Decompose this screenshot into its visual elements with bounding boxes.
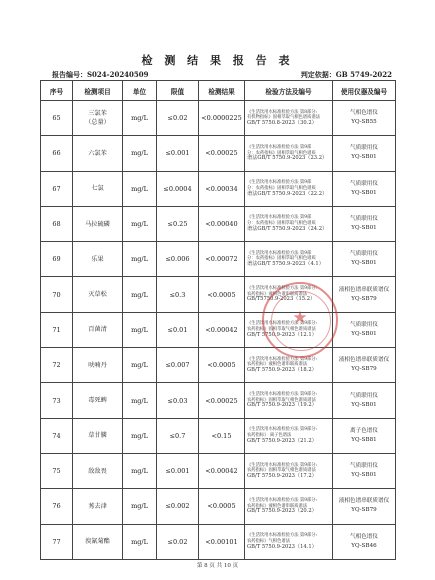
cell-item (73, 136, 123, 171)
table-row (41, 312, 396, 347)
cell-unit: mg/L (123, 348, 157, 383)
cell-instrument (333, 383, 396, 418)
table-header-row (41, 81, 396, 101)
inst-line: 气质联用仪 (350, 145, 378, 152)
cell-instrument (333, 277, 396, 312)
method-line: 《生活饮用水标准检验方法 第9部 (247, 180, 312, 186)
method-line: 农药指标》固相萃取气相色谱质谱法 (247, 397, 316, 403)
cell-unit: mg/L (123, 383, 157, 418)
cell-result: <0.00042 (199, 453, 245, 488)
table-row (41, 277, 396, 312)
inst-line: 液相色谱串联质谱仪 (338, 357, 390, 364)
cell-result: <0.00072 (199, 242, 245, 277)
item-line: （总量） (85, 119, 110, 127)
cell-no: 66 (41, 136, 73, 171)
cell-instrument (333, 418, 396, 453)
table-row (41, 242, 396, 277)
cell-limit: ≤0.007 (157, 348, 199, 383)
item-line: 莠去津 (88, 502, 107, 510)
cell-method (245, 524, 333, 559)
cell-no: 72 (41, 348, 73, 383)
inst-line: YQ-SB55 (351, 119, 377, 126)
cell-result: <0.00042 (199, 312, 245, 347)
cell-method (245, 348, 333, 383)
cell-no: 74 (41, 418, 73, 453)
cell-result: <0.00034 (199, 171, 245, 206)
method-line: 《生活饮用水标准检验方法 第8部分: (247, 109, 317, 115)
cell-instrument (333, 101, 396, 136)
cell-instrument (333, 312, 396, 347)
method-line: 农药指标》液相色谱串联质谱法 (247, 362, 308, 368)
cell-item (73, 524, 123, 559)
inst-line: 气相色谱仪 (350, 110, 378, 117)
col-header-method: 检验方法及编号 (245, 81, 333, 101)
inst-line: YQ-SB01 (351, 225, 377, 232)
cell-item (73, 312, 123, 347)
page-footer: 第 8 页 共 10 页 (196, 563, 239, 569)
cell-unit: mg/L (123, 171, 157, 206)
inst-line: 气质联用仪 (350, 251, 378, 258)
inst-line: 气质联用仪 (350, 392, 378, 399)
inst-line: 液相色谱串联质谱仪 (338, 286, 390, 293)
method-line: 《生活饮用水标准检验方法 第9部分: (247, 356, 317, 362)
item-line: 毒死蜱 (88, 397, 107, 405)
cell-limit: ≤0.03 (157, 383, 199, 418)
cell-method (245, 101, 333, 136)
col-header-unit: 单位 (123, 81, 157, 101)
inst-line: YQ-SB01 (351, 401, 377, 408)
method-line: 分：农药指标》固相萃取气相色谱质 (247, 256, 316, 262)
method-line: GB/T5750.9-2023（15.2） (247, 296, 316, 303)
table-row (41, 136, 396, 171)
item-line: 灭草松 (88, 291, 107, 299)
cell-instrument (333, 348, 396, 383)
item-line: 溴氰菊酯 (85, 538, 110, 546)
inst-line: 液相色谱串联质谱仪 (338, 498, 390, 505)
inst-line: 气质联用仪 (350, 180, 378, 187)
cell-unit: mg/L (123, 277, 157, 312)
method-line: 农药指标》固相萃取气相色谱质谱法 (247, 468, 316, 474)
inst-line: 气质联用仪 (350, 321, 378, 328)
method-line: GB/T 5750.9-2023（21.2） (247, 437, 317, 444)
method-line: 《生活饮用水标准检验方法 第9部分: (247, 321, 317, 327)
cell-instrument (333, 453, 396, 488)
method-line: 农药指标》气相色谱法 (247, 538, 290, 544)
cell-method (245, 418, 333, 453)
cell-limit: ≤0.006 (157, 242, 199, 277)
inst-line: YQ-SB01 (351, 154, 377, 161)
cell-method (245, 136, 333, 171)
inst-line: YQ-SB79 (351, 366, 377, 373)
cell-unit: mg/L (123, 206, 157, 241)
cell-unit: mg/L (123, 489, 157, 524)
col-header-result: 检测结果 (199, 81, 245, 101)
cell-no: 73 (41, 383, 73, 418)
table-row (41, 453, 396, 488)
method-line: 《生活饮用水标准检验方法 第9部分: (247, 497, 317, 503)
table-row (41, 524, 396, 559)
cell-no: 69 (41, 242, 73, 277)
item-line: 敌敌畏 (88, 467, 107, 475)
judgment-basis: 判定依据：GB 5749-2022 (300, 70, 392, 79)
method-line: GB/T 5750.9-2023（17.2） (247, 472, 317, 479)
cell-item (73, 453, 123, 488)
method-line: 《生活饮用水标准检验方法 第9部分: (247, 462, 317, 468)
method-line: 农药指标》 离子色谱法 (247, 432, 292, 438)
cell-method (245, 489, 333, 524)
item-line: 七氯 (91, 185, 104, 193)
cell-no: 77 (41, 524, 73, 559)
inst-line: YQ-SB01 (351, 330, 377, 337)
cell-limit: ≤0.01 (157, 312, 199, 347)
col-header-instrument: 使用仪器及编号 (333, 81, 396, 101)
report-meta (52, 70, 392, 80)
inst-line: YQ-SB01 (351, 189, 377, 196)
table-row (41, 348, 396, 383)
method-line: 分：农药指标》固相萃取气相色谱质 (247, 150, 316, 156)
cell-limit: ≤0.3 (157, 277, 199, 312)
method-line: 谱法GB/T 5750.9-2023（22.2） (247, 190, 328, 197)
cell-result: <0.0005 (199, 489, 245, 524)
method-line: 农药指标》液相色谱串联质谱法 (247, 503, 308, 509)
cell-unit: mg/L (123, 312, 157, 347)
cell-method (245, 171, 333, 206)
table-row (41, 171, 396, 206)
cell-limit: ≤0.25 (157, 206, 199, 241)
cell-result: <0.0000225 (199, 101, 245, 136)
inst-line: YQ-SB01 (351, 472, 377, 479)
method-line: 谱法GB/T 5750.9-2023（4.1） (247, 261, 324, 268)
inst-line: 气相色谱仪 (350, 533, 378, 540)
cell-unit: mg/L (123, 136, 157, 171)
cell-result: <0.15 (199, 418, 245, 453)
cell-result: <0.0005 (199, 348, 245, 383)
method-line: 《生活饮用水标准检验方法 第9部分: (247, 391, 317, 397)
cell-no: 65 (41, 101, 73, 136)
item-line: 三氯苯 (88, 110, 107, 118)
cell-limit: ≤0.02 (157, 101, 199, 136)
col-header-limit: 限值 (157, 81, 199, 101)
cell-result: <0.00101 (199, 524, 245, 559)
table-row (41, 383, 396, 418)
cell-unit: mg/L (123, 101, 157, 136)
inst-line: 气质联用仪 (350, 463, 378, 470)
inst-line: YQ-SB01 (351, 260, 377, 267)
cell-instrument (333, 489, 396, 524)
cell-method (245, 453, 333, 488)
cell-unit: mg/L (123, 242, 157, 277)
cell-method (245, 206, 333, 241)
method-line: 《生活饮用水标准检验方法 第9部 (247, 215, 312, 221)
method-line: 《生活饮用水标准检验方法 第9部 (247, 250, 312, 256)
cell-limit: ≤0.002 (157, 489, 199, 524)
cell-instrument (333, 242, 396, 277)
cell-no: 70 (41, 277, 73, 312)
cell-no: 76 (41, 489, 73, 524)
method-line: 有机物指标》固相萃取气相色谱质谱法 (247, 115, 321, 121)
inst-line: YQ-SB46 (351, 542, 377, 549)
cell-method (245, 242, 333, 277)
cell-unit: mg/L (123, 453, 157, 488)
method-line: 《生活饮用水标准检验方法 第9部分: (247, 427, 317, 433)
inst-line: 气质联用仪 (350, 216, 378, 223)
cell-no: 71 (41, 312, 73, 347)
cell-limit: ≤0.001 (157, 453, 199, 488)
cell-instrument (333, 171, 396, 206)
item-line: 百菌清 (88, 326, 107, 334)
cell-instrument (333, 524, 396, 559)
cell-instrument (333, 136, 396, 171)
method-line: 《生活饮用水标准检验方法 第9部分: (247, 286, 317, 292)
cell-item (73, 101, 123, 136)
item-line: 马拉硫磷 (85, 220, 110, 228)
item-line: 六氯苯 (88, 149, 107, 157)
cell-item (73, 171, 123, 206)
method-line: GB/T 5750.8-2023（30.2） (247, 120, 317, 126)
method-line: 分：农药指标》固相萃取气相色谱质 (247, 221, 316, 227)
cell-no: 67 (41, 171, 73, 206)
cell-item (73, 348, 123, 383)
cell-item (73, 383, 123, 418)
method-line: GB/T 5750.9-2023（18.2） (247, 367, 317, 374)
method-line: 《生活饮用水标准检验方法 第9部分: (247, 533, 317, 539)
item-line: 呋喃丹 (88, 361, 107, 369)
method-line: 农药指标》固相萃取气相色谱质谱法 (247, 327, 316, 333)
method-line: GB/T 5750.9-2023（14.1） (247, 543, 317, 550)
table-row (41, 101, 396, 136)
table-row (41, 206, 396, 241)
col-header-no: 序号 (41, 81, 73, 101)
inst-line: YQ-SB79 (351, 295, 377, 302)
col-header-item: 检测项目 (73, 81, 123, 101)
cell-item (73, 206, 123, 241)
cell-limit: ≤0.001 (157, 136, 199, 171)
cell-unit: mg/L (123, 418, 157, 453)
cell-no: 68 (41, 206, 73, 241)
inst-line: 离子色谱仪 (350, 427, 378, 434)
cell-item (73, 277, 123, 312)
cell-unit: mg/L (123, 524, 157, 559)
table-row (41, 489, 396, 524)
inst-line: YQ-SB81 (351, 436, 377, 443)
table-row (41, 418, 396, 453)
official-seal: ★ (262, 282, 338, 358)
inst-line: YQ-SB79 (351, 507, 377, 514)
cell-no: 75 (41, 453, 73, 488)
cell-item (73, 242, 123, 277)
method-line: 《生活饮用水标准检验方法 第9部 (247, 144, 312, 150)
cell-method (245, 277, 333, 312)
cell-method (245, 312, 333, 347)
cell-limit: ≤0.02 (157, 524, 199, 559)
cell-item (73, 418, 123, 453)
report-number: 报告编号：S024-20240509 (52, 70, 149, 79)
cell-result: <0.00025 (199, 136, 245, 171)
method-line: GB/T 5750.9-2023（12.1） (247, 331, 317, 338)
method-line: 农药指标》液相色谱串联质谱法 (247, 291, 308, 297)
results-table (40, 80, 396, 560)
method-line: 谱法GB/T 5750.9-2023（24.2） (247, 225, 328, 232)
cell-limit: ≤0.7 (157, 418, 199, 453)
cell-method (245, 383, 333, 418)
cell-result: <0.00025 (199, 383, 245, 418)
cell-item (73, 489, 123, 524)
method-line: GB/T 5750.9-2023（20.2） (247, 508, 317, 515)
method-line: 分：农药指标》固相萃取气相色谱质 (247, 185, 316, 191)
cell-result: <0.0005 (199, 277, 245, 312)
cell-result: <0.00040 (199, 206, 245, 241)
cell-limit: ≤0.0004 (157, 171, 199, 206)
method-line: GB/T 5750.9-2023（19.2） (247, 402, 317, 409)
cell-instrument (333, 206, 396, 241)
item-line: 乐果 (91, 255, 104, 263)
report-title: 检 测 结 果 报 告 表 (141, 54, 294, 67)
method-line: 谱法GB/T 5750.9-2023（23.2） (247, 155, 328, 162)
item-line: 草甘膦 (88, 432, 107, 440)
